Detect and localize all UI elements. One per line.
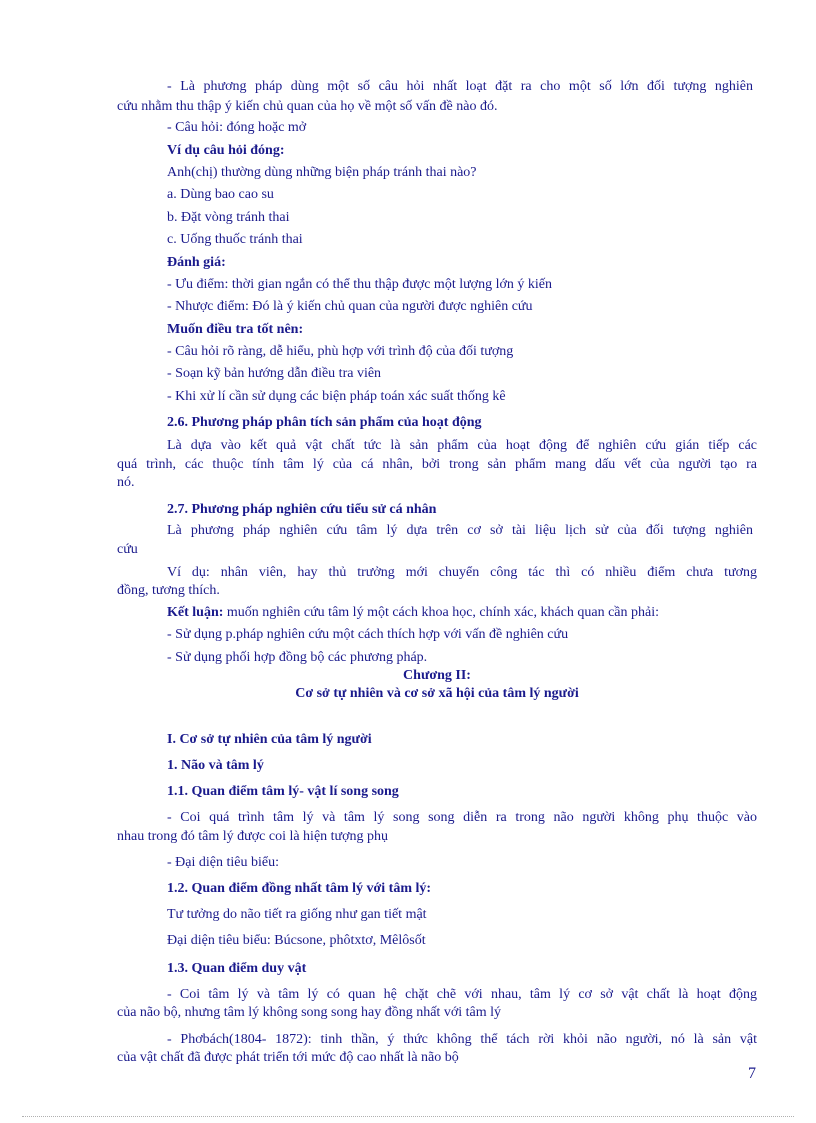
list-item: - Soạn kỹ bản hướng dẫn điều tra viên [167,366,382,381]
paragraph-line: quá trình, các thuộc tính tâm lý của cá nhân, bởi trong sản phẩm mang dấu vết của người tạo ra [117,457,757,472]
section-heading: 2.7. Phương pháp nghiên cứu tiểu sử cá nhân [167,502,437,517]
paragraph-line: - Là phương pháp dùng một số câu hỏi nhất loạt đặt ra cho một số lớn đối tượng nghiên [167,79,753,94]
paragraph-line: của não bộ, nhưng tâm lý không song song hay đồng nhất với tâm lý [117,1005,502,1020]
list-item: - Câu hỏi rõ ràng, dễ hiểu, phù hợp với trình độ của đối tượng [167,344,514,359]
section-heading: 2.6. Phương pháp phân tích sản phẩm của hoạt động [167,415,482,430]
paragraph-line: - Câu hỏi: đóng hoặc mở [167,120,307,135]
paragraph-line: - Đại diện tiêu biểu: [167,855,279,870]
list-item: c. Uống thuốc tránh thai [167,232,303,247]
paragraph-line: Ví dụ: nhân viên, hay thủ trưởng mới chuyển công tác thì có nhiều điểm chưa tương [167,565,757,580]
conclusion-line [167,604,659,622]
paragraph-line: Đại diện tiêu biểu: Búcsone, phôtxtơ, Mêlôsốt [167,933,426,948]
paragraph-line: nhau trong đó tâm lý được coi là hiện tượng phụ [117,829,389,844]
paragraph-line: của vật chất đã được phát triển tới mức độ cao nhất là não bộ [117,1050,459,1065]
subheading: Ví dụ câu hỏi đóng: [167,143,285,158]
paragraph-line: đồng, tương thích. [117,583,220,598]
paragraph-line: Là phương pháp nghiên cứu tâm lý dựa trên cơ sở tài liệu lịch sử của đối tượng nghiên [167,523,753,538]
paragraph-line: cứu [117,542,138,557]
list-item: - Khi xử lí cần sử dụng các biện pháp toán xác suất thống kê [167,389,506,404]
section-heading: I. Cơ sở tự nhiên của tâm lý người [167,732,372,747]
page-bottom-rule [22,1116,794,1117]
paragraph-line: Anh(chị) thường dùng những biện pháp tránh thai nào? [167,165,477,180]
paragraph-line: Tư tưởng do não tiết ra giống như gan tiết mật [167,907,427,922]
paragraph-line: cứu nhằm thu thập ý kiến chủ quan của họ về một số vấn đề nào đó. [117,99,498,114]
paragraph-line: - Phơbách(1804- 1872): tinh thần, ý thức không thể tách rời khỏi não người, nó là sản vật [167,1032,757,1047]
paragraph-line: - Coi quá trình tâm lý và tâm lý song song diễn ra trong não người không phụ thuộc vào [167,810,757,825]
chapter-title: Chương II: [403,668,471,683]
subheading: Đánh giá: [167,255,226,270]
section-heading: 1.2. Quan điểm đồng nhất tâm lý với tâm lý: [167,881,432,896]
list-item: - Ưu điểm: thời gian ngắn có thể thu thập được một lượng lớn ý kiến [167,277,552,292]
section-heading: 1. Não và tâm lý [167,758,264,773]
list-item: - Sử dụng p.pháp nghiên cứu một cách thích hợp với vấn đề nghiên cứu [167,627,569,642]
conclusion-text: muốn nghiên cứu tâm lý một cách khoa học, chính xác, khách quan cần phải: [223,605,660,620]
list-item: - Nhược điểm: Đó là ý kiến chủ quan của người được nghiên cứu [167,299,533,314]
section-heading: 1.3. Quan điểm duy vật [167,961,307,976]
paragraph-line: nó. [117,475,135,490]
section-heading: 1.1. Quan điểm tâm lý- vật lí song song [167,784,399,799]
list-item: b. Đặt vòng tránh thai [167,210,290,225]
subheading: Muốn điều tra tốt nên: [167,322,304,337]
paragraph-line: - Coi tâm lý và tâm lý có quan hệ chặt chẽ với nhau, tâm lý cơ sở vật chất là hoạt động [167,987,757,1002]
chapter-subtitle: Cơ sở tự nhiên và cơ sở xã hội của tâm lý người [295,686,579,701]
list-item: - Sử dụng phối hợp đồng bộ các phương pháp. [167,650,428,665]
page-number: 7 [748,1065,756,1082]
list-item: a. Dùng bao cao su [167,187,274,202]
conclusion-label: Kết luận: [167,605,224,620]
paragraph-line: Là dựa vào kết quả vật chất tức là sản phẩm của hoạt động để nghiên cứu gián tiếp các [167,438,757,453]
